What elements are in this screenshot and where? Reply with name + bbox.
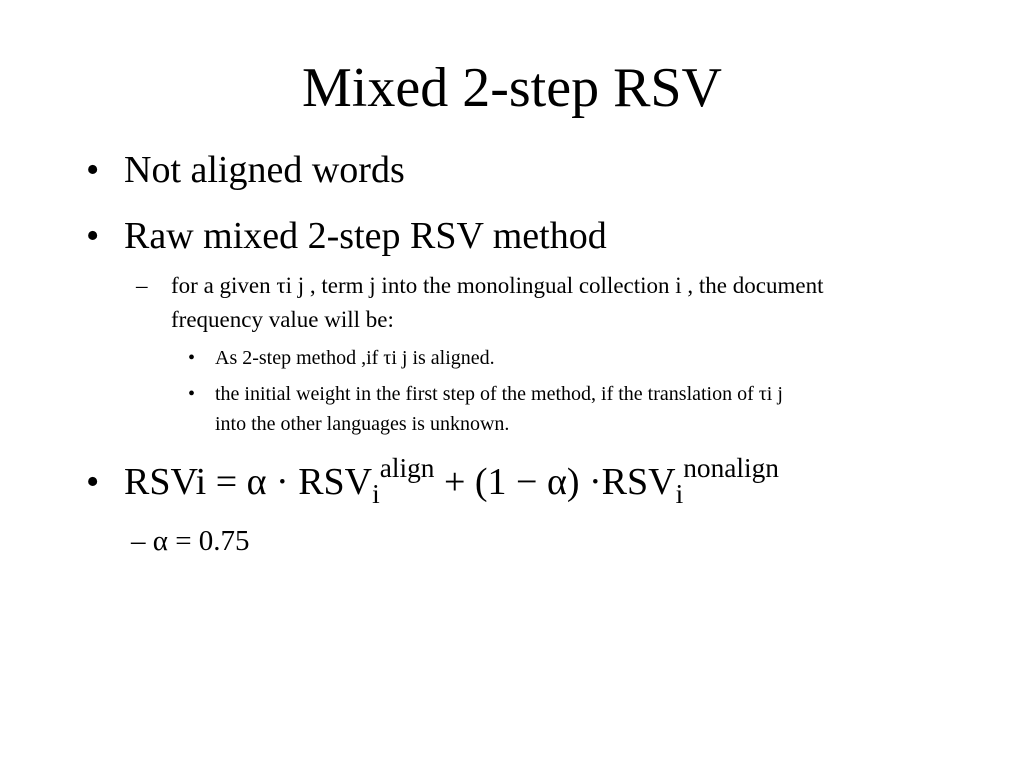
sub-bullet-marker: •: [188, 347, 196, 369]
slide-title: Mixed 2-step RSV: [302, 57, 722, 119]
formula-part1: RSVi = α · RSV: [124, 461, 373, 503]
dash-marker: –: [136, 273, 148, 298]
rsv-formula: [124, 453, 779, 509]
formula-subscript-i: i: [675, 478, 684, 509]
sub-item-line1: for a given τi j , term j into the monolingual collection i , the document: [171, 273, 824, 298]
alpha-value-note: – α = 0.75: [131, 525, 250, 557]
sub-sub-item-initial-weight-line2: into the other languages is unknown.: [215, 413, 510, 435]
bullet-raw-mixed-method: Raw mixed 2-step RSV method: [124, 215, 607, 257]
sub-sub-item-aligned: As 2-step method ,if τi j is aligned.: [215, 347, 495, 369]
bullet-marker: •: [86, 149, 100, 191]
formula-superscript-align: align: [379, 453, 435, 484]
bullet-marker: •: [86, 215, 100, 257]
formula-superscript-nonalign: nonalign: [683, 453, 779, 484]
bullet-marker: •: [86, 461, 100, 503]
sub-bullet-marker: •: [188, 383, 196, 405]
formula-subscript-i: i: [372, 478, 380, 509]
formula-part2: + (1 − α) ·RSV: [434, 461, 676, 503]
sub-item-line2: frequency value will be:: [171, 307, 394, 332]
bullet-not-aligned-words: Not aligned words: [124, 149, 405, 191]
sub-sub-item-initial-weight-line1: the initial weight in the first step of the method, if the translation of τi j: [215, 383, 783, 405]
